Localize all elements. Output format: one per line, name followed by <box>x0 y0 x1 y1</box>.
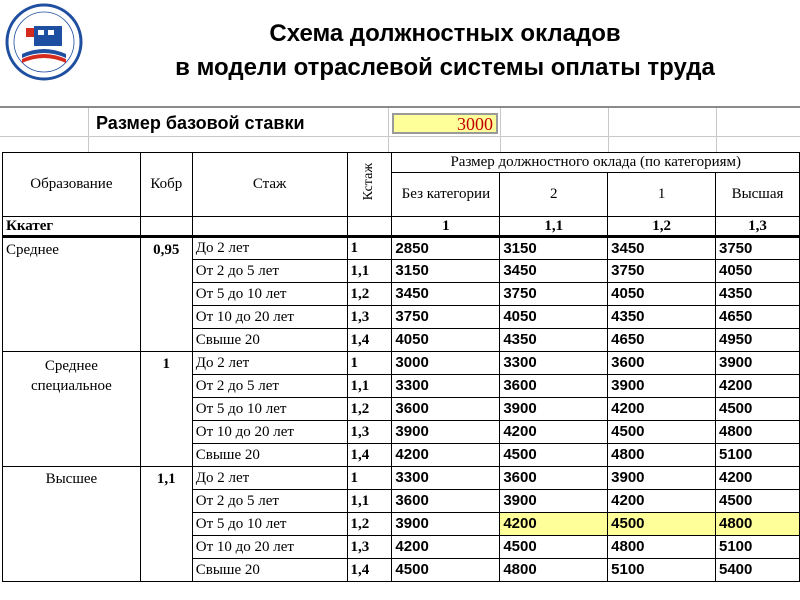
page-title-line2: в модели отраслевой системы оплаты труда <box>175 54 715 81</box>
salary-cell[interactable]: 4200 <box>392 444 500 467</box>
salary-cell[interactable]: 4800 <box>608 536 716 559</box>
salary-cell[interactable]: 4500 <box>608 421 716 444</box>
kkateg-row <box>3 217 800 237</box>
salary-cell[interactable]: 3600 <box>608 352 716 375</box>
national-projects-logo <box>4 2 84 82</box>
kstazh-cell: 1,4 <box>347 559 392 582</box>
stazh-cell: От 10 до 20 лет <box>192 536 347 559</box>
salary-cell[interactable]: 3900 <box>608 375 716 398</box>
stazh-cell: До 2 лет <box>192 467 347 490</box>
stazh-cell: От 10 до 20 лет <box>192 421 347 444</box>
salary-cell[interactable]: 3750 <box>392 306 500 329</box>
salary-cell[interactable]: 2850 <box>392 237 500 260</box>
salary-cell[interactable]: 4350 <box>608 306 716 329</box>
kkateg-empty <box>192 217 347 237</box>
sheet-gridline <box>716 108 717 152</box>
kstazh-cell: 1,2 <box>347 283 392 306</box>
salary-cell[interactable]: 4050 <box>608 283 716 306</box>
salary-cell[interactable]: 3600 <box>392 398 500 421</box>
sheet-top-border <box>0 106 800 108</box>
header-kstazh <box>347 153 392 217</box>
kkateg-value: 1,2 <box>608 217 716 237</box>
stazh-cell: От 5 до 10 лет <box>192 513 347 536</box>
salary-cell[interactable]: 3150 <box>392 260 500 283</box>
salary-cell[interactable]: 4500 <box>500 444 608 467</box>
kstazh-cell: 1,4 <box>347 444 392 467</box>
salary-cell[interactable]: 4200 <box>608 398 716 421</box>
kobr-cell: 1 <box>140 352 192 467</box>
stazh-cell: До 2 лет <box>192 237 347 260</box>
salary-cell[interactable]: 4350 <box>500 329 608 352</box>
page-title-line1: Схема должностных окладов <box>269 20 621 47</box>
salary-cell[interactable]: 4050 <box>392 329 500 352</box>
salary-cell[interactable]: 3300 <box>392 467 500 490</box>
education-line1: Среднее <box>44 358 98 374</box>
kkateg-value: 1,1 <box>500 217 608 237</box>
kstazh-cell: 1,1 <box>347 260 392 283</box>
kkateg-value: 1,3 <box>715 217 799 237</box>
kstazh-cell: 1,2 <box>347 398 392 421</box>
salary-cell[interactable]: 5400 <box>715 559 799 582</box>
header-category-1: 1 <box>608 173 716 217</box>
salary-cell[interactable]: 5100 <box>608 559 716 582</box>
kstazh-cell: 1 <box>347 352 392 375</box>
kstazh-cell: 1,3 <box>347 306 392 329</box>
table-row <box>3 237 800 260</box>
salary-cell[interactable]: 3450 <box>500 260 608 283</box>
stazh-cell: От 2 до 5 лет <box>192 375 347 398</box>
salary-cell[interactable]: 5100 <box>715 444 799 467</box>
salary-cell[interactable]: 3900 <box>500 398 608 421</box>
salary-cell[interactable]: 4200 <box>608 490 716 513</box>
table-header-row <box>3 153 800 173</box>
kkateg-label: Ккатег <box>3 217 141 237</box>
salary-cell[interactable]: 3900 <box>392 513 500 536</box>
education-cell: Среднее <box>3 237 141 352</box>
salary-cell[interactable]: 4200 <box>715 467 799 490</box>
salary-cell[interactable]: 3300 <box>392 375 500 398</box>
salary-cell[interactable]: 4500 <box>500 536 608 559</box>
kobr-cell: 0,95 <box>140 237 192 352</box>
salary-cell[interactable]: 3150 <box>500 237 608 260</box>
salary-cell[interactable]: 3750 <box>715 237 799 260</box>
header-category-none: Без категории <box>392 173 500 217</box>
kstazh-cell: 1,2 <box>347 513 392 536</box>
salary-cell[interactable]: 3600 <box>500 375 608 398</box>
kobr-cell: 1,1 <box>140 467 192 582</box>
sheet-gridline <box>388 108 389 152</box>
salary-cell[interactable]: 3750 <box>500 283 608 306</box>
header-education: Образование <box>3 153 141 217</box>
kstazh-cell: 1,4 <box>347 329 392 352</box>
salary-cell-highlighted[interactable]: 4500 <box>608 513 716 536</box>
kstazh-cell: 1,1 <box>347 490 392 513</box>
salary-cell[interactable]: 4650 <box>715 306 799 329</box>
sheet-gridline <box>500 108 501 152</box>
header-category-2: 2 <box>500 173 608 217</box>
table-row <box>3 467 800 490</box>
salary-cell[interactable]: 4500 <box>715 398 799 421</box>
salary-cell[interactable]: 4200 <box>392 536 500 559</box>
education-cell: Высшее <box>3 467 141 582</box>
kkateg-empty <box>347 217 392 237</box>
sheet-gridline <box>608 108 609 152</box>
stazh-cell: Свыше 20 <box>192 329 347 352</box>
salary-cell[interactable]: 3900 <box>608 467 716 490</box>
kkateg-value: 1 <box>392 217 500 237</box>
kkateg-empty <box>140 217 192 237</box>
stazh-cell: Свыше 20 <box>192 444 347 467</box>
kstazh-cell: 1,3 <box>347 536 392 559</box>
salary-cell[interactable]: 3300 <box>500 352 608 375</box>
sheet-gridline <box>88 108 89 152</box>
stazh-cell: От 5 до 10 лет <box>192 398 347 421</box>
stazh-cell: От 10 до 20 лет <box>192 306 347 329</box>
kstazh-cell: 1 <box>347 467 392 490</box>
stazh-cell: От 5 до 10 лет <box>192 283 347 306</box>
kstazh-cell: 1 <box>347 237 392 260</box>
kstazh-cell: 1,1 <box>347 375 392 398</box>
salary-cell[interactable]: 3750 <box>608 260 716 283</box>
salary-cell[interactable]: 4200 <box>715 375 799 398</box>
table-row <box>3 352 800 375</box>
education-line2: специальное <box>30 378 112 394</box>
salary-cell[interactable]: 4950 <box>715 329 799 352</box>
stazh-cell: От 2 до 5 лет <box>192 490 347 513</box>
stazh-cell: От 2 до 5 лет <box>192 260 347 283</box>
salary-cell[interactable]: 3450 <box>608 237 716 260</box>
salary-cell-highlighted[interactable]: 4800 <box>715 513 799 536</box>
salary-cell[interactable]: 4800 <box>608 444 716 467</box>
salary-table <box>2 152 800 582</box>
salary-cell[interactable]: 4050 <box>715 260 799 283</box>
salary-cell[interactable]: 4050 <box>500 306 608 329</box>
salary-cell[interactable]: 4650 <box>608 329 716 352</box>
salary-cell-highlighted[interactable]: 4200 <box>500 513 608 536</box>
salary-cell[interactable]: 3900 <box>392 421 500 444</box>
salary-cell[interactable]: 3600 <box>392 490 500 513</box>
salary-cell[interactable]: 3000 <box>392 352 500 375</box>
salary-cell[interactable]: 4500 <box>392 559 500 582</box>
base-rate-label: Размер базовой ставки <box>96 113 305 133</box>
kstazh-cell: 1,3 <box>347 421 392 444</box>
salary-cell[interactable]: 4350 <box>715 283 799 306</box>
stazh-cell: До 2 лет <box>192 352 347 375</box>
salary-cell[interactable]: 4800 <box>715 421 799 444</box>
education-cell <box>3 352 141 467</box>
header-kobr: Кобр <box>140 153 192 217</box>
header-stazh: Стаж <box>192 153 347 217</box>
header-kstazh-label: Кстаж <box>361 163 377 201</box>
salary-cell[interactable]: 4200 <box>500 421 608 444</box>
salary-cell[interactable]: 3900 <box>500 490 608 513</box>
header-category-higher: Высшая <box>715 173 799 217</box>
salary-cell[interactable]: 3450 <box>392 283 500 306</box>
stazh-cell: Свыше 20 <box>192 559 347 582</box>
salary-cell[interactable]: 3900 <box>715 352 799 375</box>
sheet-gridline <box>0 136 800 137</box>
base-rate-cell[interactable]: 3000 <box>392 113 498 134</box>
salary-cell[interactable]: 4800 <box>500 559 608 582</box>
salary-cell[interactable]: 5100 <box>715 536 799 559</box>
salary-cell[interactable]: 4500 <box>715 490 799 513</box>
header-salary: Размер должностного оклада (по категориям) <box>392 153 800 173</box>
salary-cell[interactable]: 3600 <box>500 467 608 490</box>
